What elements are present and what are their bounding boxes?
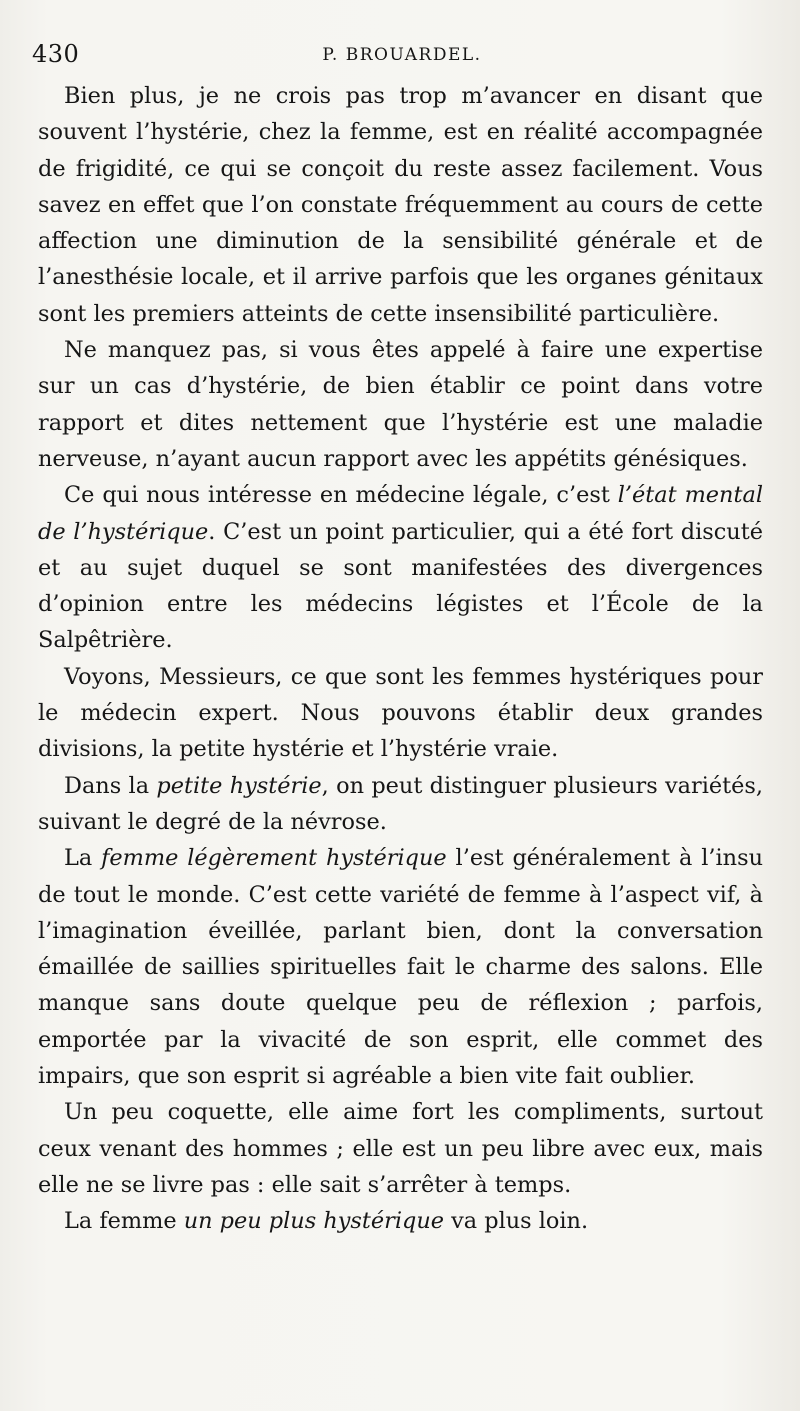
italic-phrase: un peu plus hystérique <box>183 1208 444 1235</box>
paragraph <box>38 477 763 658</box>
paragraph <box>38 78 763 332</box>
italic-phrase: femme légèrement hystérique <box>101 845 447 872</box>
text-run: Voyons, Messieurs, ce que sont les femmes hystériques pour le médecin expert. Nous pouvons établir deux grandes divisions, la petite hystérie et l’hystérie vraie. <box>38 663 763 763</box>
paragraph <box>38 768 763 841</box>
text-run: Bien plus, je ne crois pas trop m’avancer en disant que souvent l’hystérie, chez la femme, est en réalité accompagnée de frigidité, ce qui se conçoit du reste assez facilement. Vous savez en effet que l’on constate fréquemment au cours de cette affection une diminution de la sensibilité générale et de l’anesthésie locale, et il arrive parfois que les organes génitaux sont les premiers atteints de cette insensibilité particulière. <box>38 83 763 327</box>
text-run: Un peu coquette, elle aime fort les compliments, surtout ceux venant des hommes ; elle est un peu libre avec eux, mais elle ne se livre pas : elle sait s’arrêter à temps. <box>38 1099 763 1198</box>
text-run: La femme <box>64 1208 184 1235</box>
text-run: La <box>64 845 102 872</box>
body-text <box>38 78 763 1240</box>
paragraph <box>38 332 763 477</box>
text-run: Dans la <box>64 772 157 799</box>
paragraph <box>38 659 763 768</box>
paragraph <box>38 1203 763 1239</box>
italic-phrase: l’état mental de l’hystérique <box>38 482 763 545</box>
text-run: . C’est un point particulier, qui a été fort discuté et au sujet duquel se sont manifestées des divergences d’opinion entre les médecins légistes et l’École de la Salpêtrière. <box>38 518 763 654</box>
page-header <box>32 40 772 74</box>
text-run: va plus loin. <box>444 1208 589 1235</box>
text-run: Ce qui nous intéresse en médecine légale, c’est <box>64 482 618 509</box>
page-number: 430 <box>32 40 80 68</box>
paragraph <box>38 1094 763 1203</box>
text-run: , on peut distinguer plusieurs variétés, suivant le degré de la névrose. <box>38 772 763 835</box>
text-run: Ne manquez pas, si vous êtes appelé à faire une expertise sur un cas d’hystérie, de bien établir ce point dans votre rapport et dites nettement que l’hystérie est une maladie nerveuse, n’ayant aucun rapport avec les appétits génésiques. <box>38 337 763 472</box>
italic-phrase: petite hystérie <box>156 772 322 799</box>
running-head: P. BROUARDEL. <box>322 45 482 65</box>
text-run: l’est généralement à l’insu de tout le monde. C’est cette variété de femme à l’aspect vif, à l’imagination éveillée, parlant bien, dont la conversation émaillée de saillies spirituelles fait le charme des salons. Elle manque sans doute quelque peu de réflexion ; parfois, emportée par la vivacité de son esprit, elle commet des impairs, que son esprit si agréable a bien vite fait oublier. <box>38 845 763 1090</box>
paragraph <box>38 840 763 1094</box>
